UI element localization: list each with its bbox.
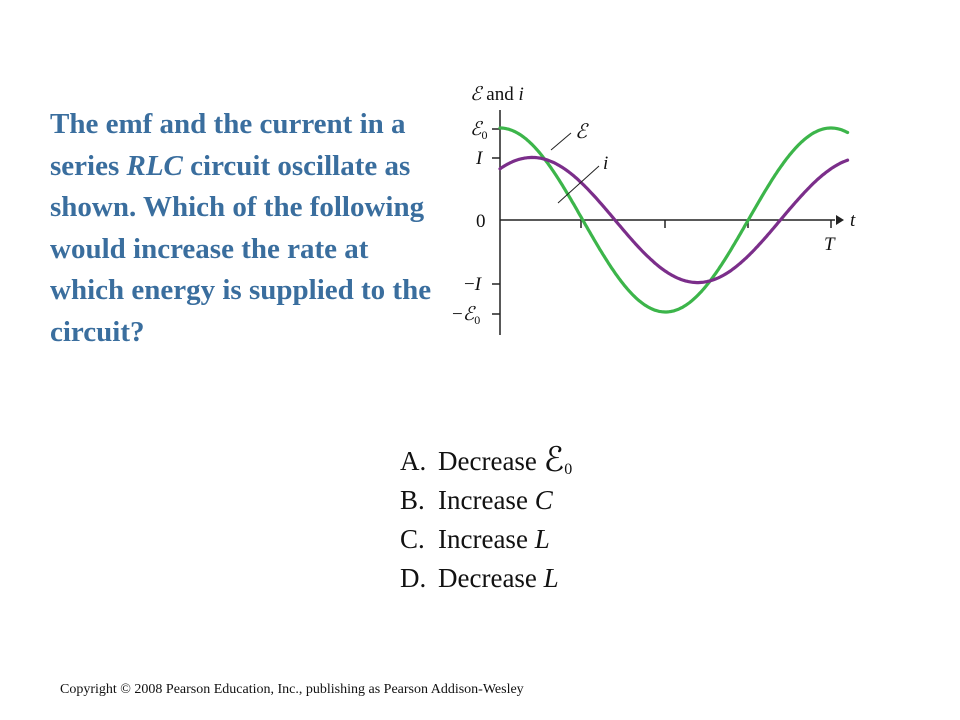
axis-title-emf: ℰ bbox=[470, 84, 482, 105]
current-label-leader bbox=[558, 166, 599, 203]
choice-b[interactable] bbox=[400, 481, 572, 520]
choice-a-emf-symbol: ℰ bbox=[543, 442, 565, 479]
choice-b-var: C bbox=[534, 485, 553, 515]
choice-c-text: Increase bbox=[438, 524, 535, 554]
choice-b-text: Increase bbox=[438, 485, 535, 515]
choice-b-letter: B. bbox=[400, 485, 425, 515]
y-tick-label-emf0: ℰ$_0$ bbox=[470, 119, 488, 142]
question-part-1: The emf and the current in a series bbox=[50, 108, 406, 182]
choice-d-text: Decrease bbox=[438, 563, 544, 593]
choice-d-var: L bbox=[543, 563, 559, 593]
x-axis-label-t: t bbox=[850, 210, 856, 231]
choice-d[interactable] bbox=[400, 559, 572, 598]
axis-title-and: and bbox=[481, 84, 519, 105]
y-tick-label-neg-emf0: −ℰ$_0$ bbox=[452, 304, 481, 327]
choice-a[interactable] bbox=[400, 438, 572, 481]
x-axis-arrow bbox=[836, 215, 844, 225]
emf-label-leader bbox=[551, 133, 571, 150]
choice-c[interactable] bbox=[400, 520, 572, 559]
y-tick-label-zero: 0 bbox=[476, 211, 486, 232]
choice-c-var: L bbox=[534, 524, 550, 554]
axis-title-i: i bbox=[518, 84, 524, 105]
y-ticks bbox=[452, 119, 500, 327]
emf-current-graph bbox=[440, 70, 880, 360]
emf-curve-label: ℰ bbox=[575, 121, 588, 143]
choice-d-letter: D. bbox=[400, 563, 427, 593]
question-italic-rlc: RLC bbox=[126, 149, 183, 182]
current-curve-label: i bbox=[603, 153, 609, 174]
choice-c-letter: C. bbox=[400, 524, 425, 554]
choice-a-letter: A. bbox=[400, 446, 427, 476]
y-tick-label-neg-i: −I bbox=[464, 274, 482, 295]
axis-title bbox=[470, 84, 524, 105]
question-part-2: circuit oscillate as shown. Which of the following would increase the rate at which energy is supplied to the circuit? bbox=[50, 149, 432, 348]
question-text bbox=[50, 104, 440, 353]
period-label: T bbox=[824, 234, 835, 255]
answer-choices bbox=[400, 438, 572, 598]
choice-a-text: Decrease bbox=[438, 446, 544, 476]
choice-a-subscript: 0 bbox=[564, 461, 573, 478]
copyright-notice: Copyright © 2008 Pearson Education, Inc., publishing as Pearson Addison-Wesley bbox=[60, 682, 524, 697]
y-tick-label-i: I bbox=[476, 148, 483, 169]
